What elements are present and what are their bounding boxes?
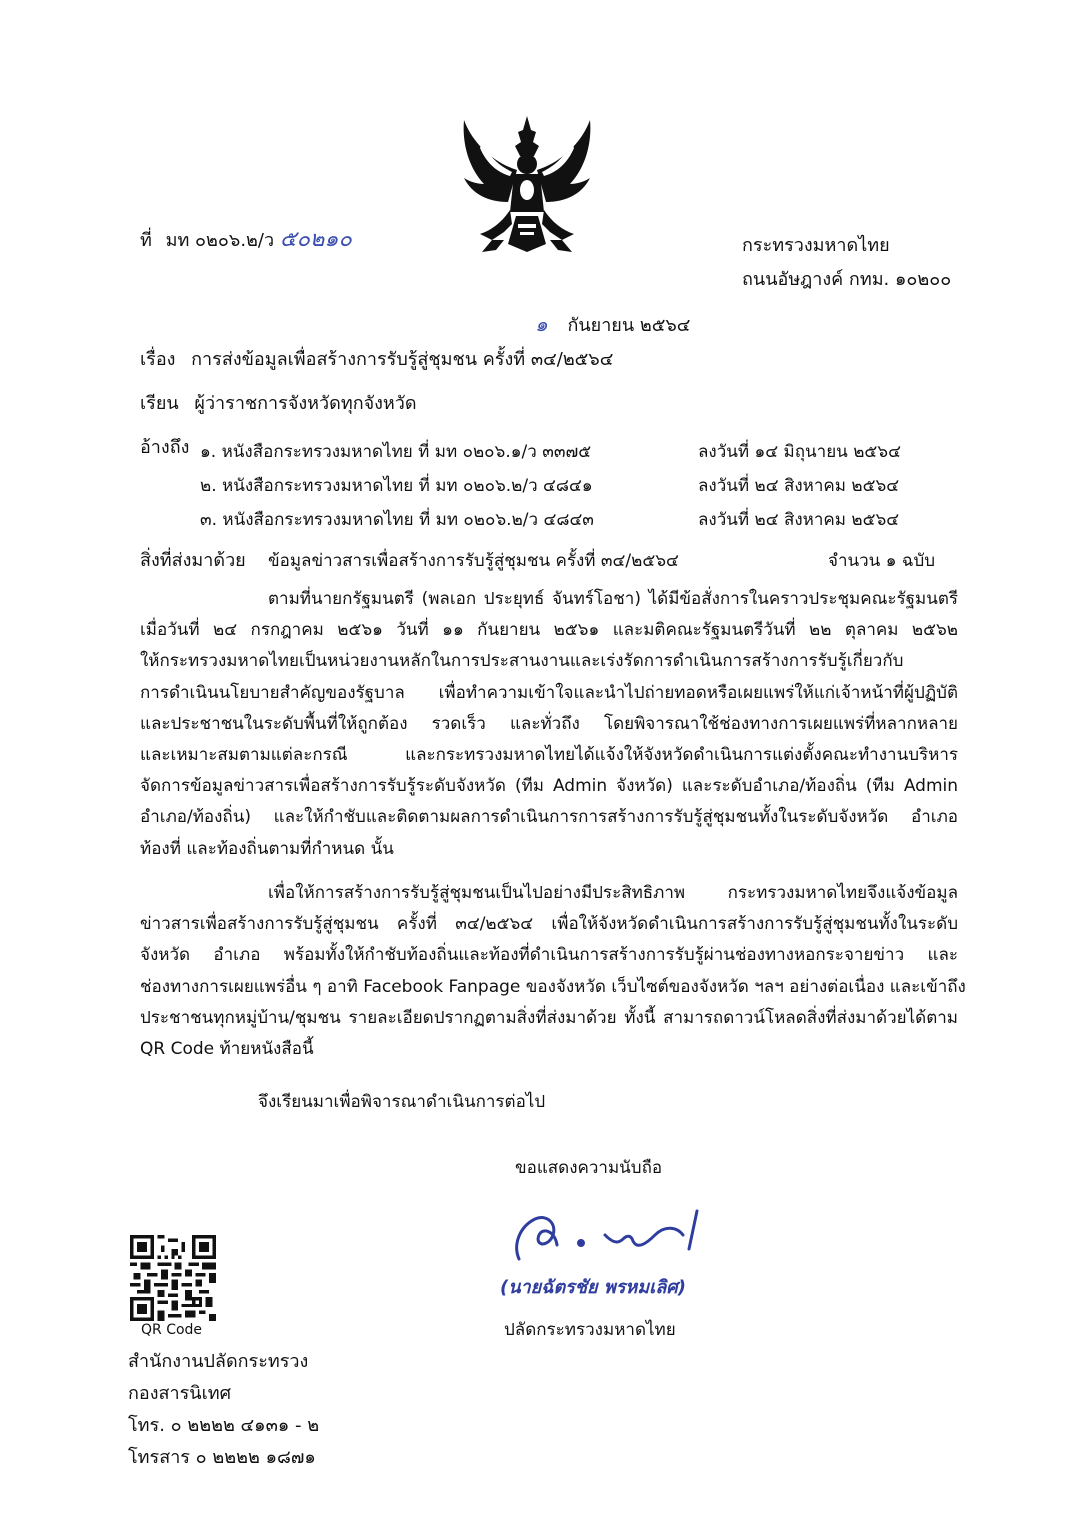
paragraph-1-line: จัดการข้อมูลข่าวสารเพื่อสร้างการรับรู้ระดับจังหวัด (ทีม Admin จังหวัด) และระดับอำเภอ/ท้องถิ่น (ทีม Admin — [140, 776, 958, 797]
footer-phone: โทร. ๐ ๒๒๒๒ ๔๑๓๑ - ๒ — [128, 1415, 320, 1436]
organization-address: ถนนอัษฎางค์ กทม. ๑๐๒๐๐ — [742, 269, 952, 290]
paragraph-1-line: เมื่อวันที่ ๒๔ กรกฎาคม ๒๕๖๑ วันที่ ๑๑ กันยายน ๒๕๖๑ และมติคณะรัฐมนตรีวันที่ ๒๒ ตุลาคม ๒๕๖๒ — [140, 620, 958, 641]
paragraph-2-line: เพื่อให้การสร้างการรับรู้สู่ชุมชนเป็นไปอย่างมีประสิทธิภาพ กระทรวงมหาดไทยจึงแจ้งข้อมูล — [268, 883, 958, 903]
signatory-name: (นายฉัตรชัย พรหมเลิศ) — [500, 1277, 686, 1298]
reference-number: มท ๐๒๐๖.๒/ว — [165, 230, 275, 251]
garuda-emblem-icon — [452, 112, 602, 262]
enclosure-count: จำนวน ๑ ฉบับ — [828, 551, 936, 571]
references-label: อ้างถึง — [140, 437, 190, 458]
addressee-text: ผู้ว่าราชการจังหวัดทุกจังหวัด — [194, 393, 417, 414]
reference-date-2: ลงวันที่ ๒๔ สิงหาคม ๒๕๖๔ — [698, 476, 900, 496]
body-paragraph-2 — [140, 878, 966, 1065]
subject-line — [140, 348, 613, 372]
reference-item-1: ๑. หนังสือกระทรวงมหาดไทย ที่ มท ๐๒๐๖.๑/ว ๓๓๗๕ — [200, 442, 592, 462]
footer-division: กองสารนิเทศ — [128, 1383, 232, 1404]
addressee-label: เรียน — [140, 393, 179, 414]
subject-label: เรื่อง — [140, 349, 176, 370]
qr-code-label: QR Code — [141, 1322, 203, 1338]
paragraph-1-line: ท้องที่ และท้องถิ่นตามที่กำหนด นั้น — [140, 838, 394, 859]
paragraph-2-line: QR Code ท้ายหนังสือนี้ — [140, 1039, 314, 1060]
paragraph-2-line: ช่องทางการเผยแพร่อื่น ๆ อาทิ Facebook Fanpage ของจังหวัด เว็บไซต์ของจังหวัด ฯลฯ อย่างต่อเนื่อง และเข้าถึง — [140, 976, 966, 997]
handwritten-signature-icon — [505, 1205, 715, 1265]
reference-date-3: ลงวันที่ ๒๔ สิงหาคม ๒๕๖๔ — [698, 510, 900, 530]
paragraph-1-line: อำเภอ/ท้องถิ่น) และให้กำชับและติดตามผลการดำเนินการการสร้างการรับรู้สู่ชุมชนทั้งในระดับจังหวัด อำเภอ — [140, 807, 958, 828]
handwritten-date-day: ๑ — [535, 312, 548, 336]
organization-name: กระทรวงมหาดไทย — [742, 235, 890, 256]
paragraph-1-line: และเหมาะสมตามแต่ละกรณี และกระทรวงมหาดไทยได้แจ้งให้จังหวัดดำเนินการแต่งตั้งคณะทำงานบริหาร — [140, 745, 958, 766]
closing-sentence: จึงเรียนมาเพื่อพิจารณาดำเนินการต่อไป — [258, 1092, 546, 1112]
salutation: ขอแสดงความนับถือ — [515, 1158, 663, 1178]
document-date — [535, 312, 690, 338]
paragraph-1-line: การดำเนินนโยบายสำคัญของรัฐบาล เพื่อทำความเข้าใจและนำไปถ่ายทอดหรือเผยแพร่ให้แก่เจ้าหน้าที่ผู้ปฏิบัติ — [140, 682, 958, 703]
reference-label: ที่ — [140, 230, 152, 251]
reference-date-1: ลงวันที่ ๑๔ มิถุนายน ๒๕๖๔ — [698, 442, 901, 462]
addressee-line — [140, 392, 417, 416]
reference-item-2: ๒. หนังสือกระทรวงมหาดไทย ที่ มท ๐๒๐๖.๒/ว ๔๘๔๑ — [200, 476, 593, 496]
paragraph-2-line: ประชาชนทุกหมู่บ้าน/ชุมชน รายละเอียดปรากฏตามสิ่งที่ส่งมาด้วย ทั้งนี้ สามารถดาวน์โหลดสิ่งที่ส่งมาด้วยได้ตาม — [140, 1007, 958, 1028]
signatory-position: ปลัดกระทรวงมหาดไทย — [504, 1320, 676, 1340]
footer-fax: โทรสาร ๐ ๒๒๒๒ ๑๘๗๑ — [128, 1447, 316, 1468]
qr-code-icon[interactable] — [130, 1235, 216, 1321]
footer-office: สำนักงานปลัดกระทรวง — [128, 1351, 309, 1372]
body-paragraph-1 — [140, 584, 958, 865]
enclosure-label: สิ่งที่ส่งมาด้วย — [140, 550, 246, 571]
date-month-year: กันยายน ๒๕๖๔ — [567, 315, 691, 336]
paragraph-1-line: และประชาชนในระดับพื้นที่ให้ถูกต้อง รวดเร็ว และทั่วถึง โดยพิจารณาใช้ช่องทางการเผยแพร่ที่หลากหลาย — [140, 713, 958, 734]
enclosure-text: ข้อมูลข่าวสารเพื่อสร้างการรับรู้สู่ชุมชน ครั้งที่ ๓๔/๒๕๖๔ — [268, 551, 679, 571]
subject-text: การส่งข้อมูลเพื่อสร้างการรับรู้สู่ชุมชน ครั้งที่ ๓๔/๒๕๖๔ — [191, 349, 614, 370]
paragraph-2-line: ข่าวสารเพื่อสร้างการรับรู้สู่ชุมชน ครั้งที่ ๓๔/๒๕๖๔ เพื่อให้จังหวัดดำเนินการสร้างการรับรู้สู่ชุมชนทั้งในระดับ — [140, 914, 958, 935]
reference-item-3: ๓. หนังสือกระทรวงมหาดไทย ที่ มท ๐๒๐๖.๒/ว ๔๘๔๓ — [200, 510, 594, 530]
handwritten-reference-number: ๕๐๒๑๐ — [279, 227, 352, 252]
paragraph-1-line: ให้กระทรวงมหาดไทยเป็นหน่วยงานหลักในการประสานงานและเร่งรัดการดำเนินการสร้างการรับรู้เกี่ยวกับ — [140, 651, 904, 672]
paragraph-2-line: จังหวัด อำเภอ พร้อมทั้งให้กำชับท้องถิ่นและท้องที่ดำเนินการสร้างการรับรู้ผ่านช่องทางหอกระจายข่าว และ — [140, 945, 958, 966]
paragraph-1-line: ตามที่นายกรัฐมนตรี (พลเอก ประยุทธ์ จันทร์โอชา) ได้มีข้อสั่งการในคราวประชุมคณะรัฐมนตรี — [268, 589, 958, 609]
reference-line — [140, 228, 352, 253]
